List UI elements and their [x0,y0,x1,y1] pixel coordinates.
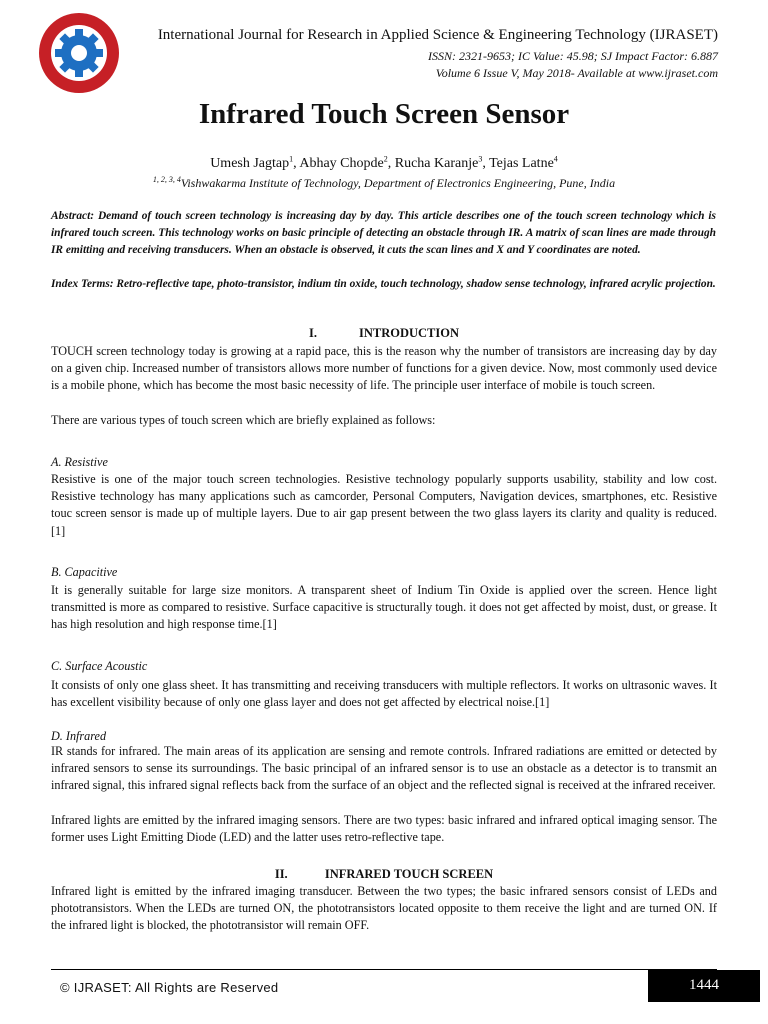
paragraph: Infrared lights are emitted by the infrared imaging sensors. There are two types: basic infrared and infrared optical imaging sensor. The former uses Light Emitting Diode (LED) and the latter uses retro-reflective tape. [51,813,717,845]
subsection-title: C. Surface Acoustic [51,659,148,673]
subsection-title: B. Capacitive [51,565,118,579]
section-heading [0,867,768,882]
paragraph: It is generally suitable for large size monitors. A transparent sheet of Indium Tin Oxide is applied over the screen. Hence light transmitted is more as compared to resistive. Surface capacitive is structurally tough. it does not get affected by moist, dust, or grease. It has high resolution and high response time.[1] [51,583,717,632]
journal-volume: Volume 6 Issue V, May 2018- Available at www.ijraset.com [435,66,718,80]
index-terms: Index Terms: Retro-reflective tape, photo-transistor, indium tin oxide, touch technology, shadow sense technology, infrared acrylic projection. [51,278,716,290]
subsection-title: D. Infrared [51,729,107,743]
footer-divider [51,969,717,970]
paper-title: Infrared Touch Screen Sensor [198,98,570,130]
section-title: INTRODUCTION [358,326,459,340]
paragraph: There are various types of touch screen which are briefly explained as follows: [51,413,436,427]
journal-logo [34,8,124,98]
affiliation-text: Vishwakarma Institute of Technology, Department of Electronics Engineering, Pune, India [180,176,616,190]
author-sup: 2 [383,154,388,164]
paragraph: Infrared light is emitted by the infrared imaging transducer. Between the two types; the basic infrared sensors consist of LEDs and phototransistors. When the LEDs are turned ON, the phototransistors located opposite to them receive the light and are turned ON. If the infrared light is blocked, the phototransistor will remain OFF. [51,884,717,933]
author-list: Umesh Jagtap$^1$, Abhay Chopde$^2$, Rucha Karanje$^3$, Tejas Latne$^4$ [210,154,558,171]
author-name: Abhay Chopde [299,156,384,171]
subsection-title: A. Resistive [51,455,108,469]
section-number: II. [274,867,288,881]
paragraph: Resistive is one of the major touch screen technologies. Resistive technology popularly supports usability, stability and low cost. Resistive technology has many applications such as camcorder, Personal Computers, Navigation devices, smartphones, etc. Resistive touc screen sensor is made up of multiple layers. Due to air gap present between the two glass layers its clarity and quality is reduced. [1] [51,472,717,538]
journal-name: International Journal for Research in Applied Science & Engineering Technology (IJRASET) [157,27,718,43]
section-heading [0,326,768,341]
author-sup: 3 [478,154,483,164]
abstract: Abstract: Demand of touch screen technology is increasing day by day. This article describes one of the touch screen technology which is infrared touch screen. This technology works on basic principle of detecting an obstacle through IR. A matrix of scan lines are made through IR emitting and receiving transducers. When an obstacle is observed, it cuts the scan lines and X and Y coordinates are noted. [51,210,716,256]
footer-copyright: © IJRASET: All Rights are Reserved [60,980,279,995]
affiliation [0,176,768,191]
section-number: I. [308,326,317,340]
author-sup: 1 [289,154,294,164]
journal-issn: ISSN: 2321-9653; IC Value: 45.98; SJ Impact Factor: 6.887 [428,49,718,63]
author-sup: 4 [553,154,558,164]
author-name: Tejas Latne [489,156,554,171]
page-number: 1444 [648,970,760,1002]
author-name: Rucha Karanje [394,156,479,171]
section-title: INFRARED TOUCH SCREEN [324,867,494,881]
author-name: Umesh Jagtap [210,156,290,171]
paragraph: TOUCH screen technology today is growing at a rapid pace, this is the reason why the number of transistors are increasing day by day on a given chip. Increased number of transistors allows more number of functions for a given device. Now, most commonly used device is a mobile phone, which has become the most basic necessity of life. The principle user interface of mobile is touch screen. [51,344,717,393]
paragraph: It consists of only one glass sheet. It has transmitting and receiving transducers with multiple reflectors. It works on ultrasonic waves. It has excellent visibility because of only one glass layer and does not get affected by electrical noise.[1] [51,678,717,710]
affiliation-sup: 1, 2, 3, 4 [152,175,181,184]
paragraph: IR stands for infrared. The main areas of its application are sensing and remote controls. Infrared radiations are emitted or detected by infrared sensors to sense its surroundings. The basic principal of an infrared sensor is to use an obstacle as a detector is to transmit an infrared signal, this infrared signal reflects back from the surface of an object and the reflected signal is received at the infrared receiver. [51,744,717,793]
